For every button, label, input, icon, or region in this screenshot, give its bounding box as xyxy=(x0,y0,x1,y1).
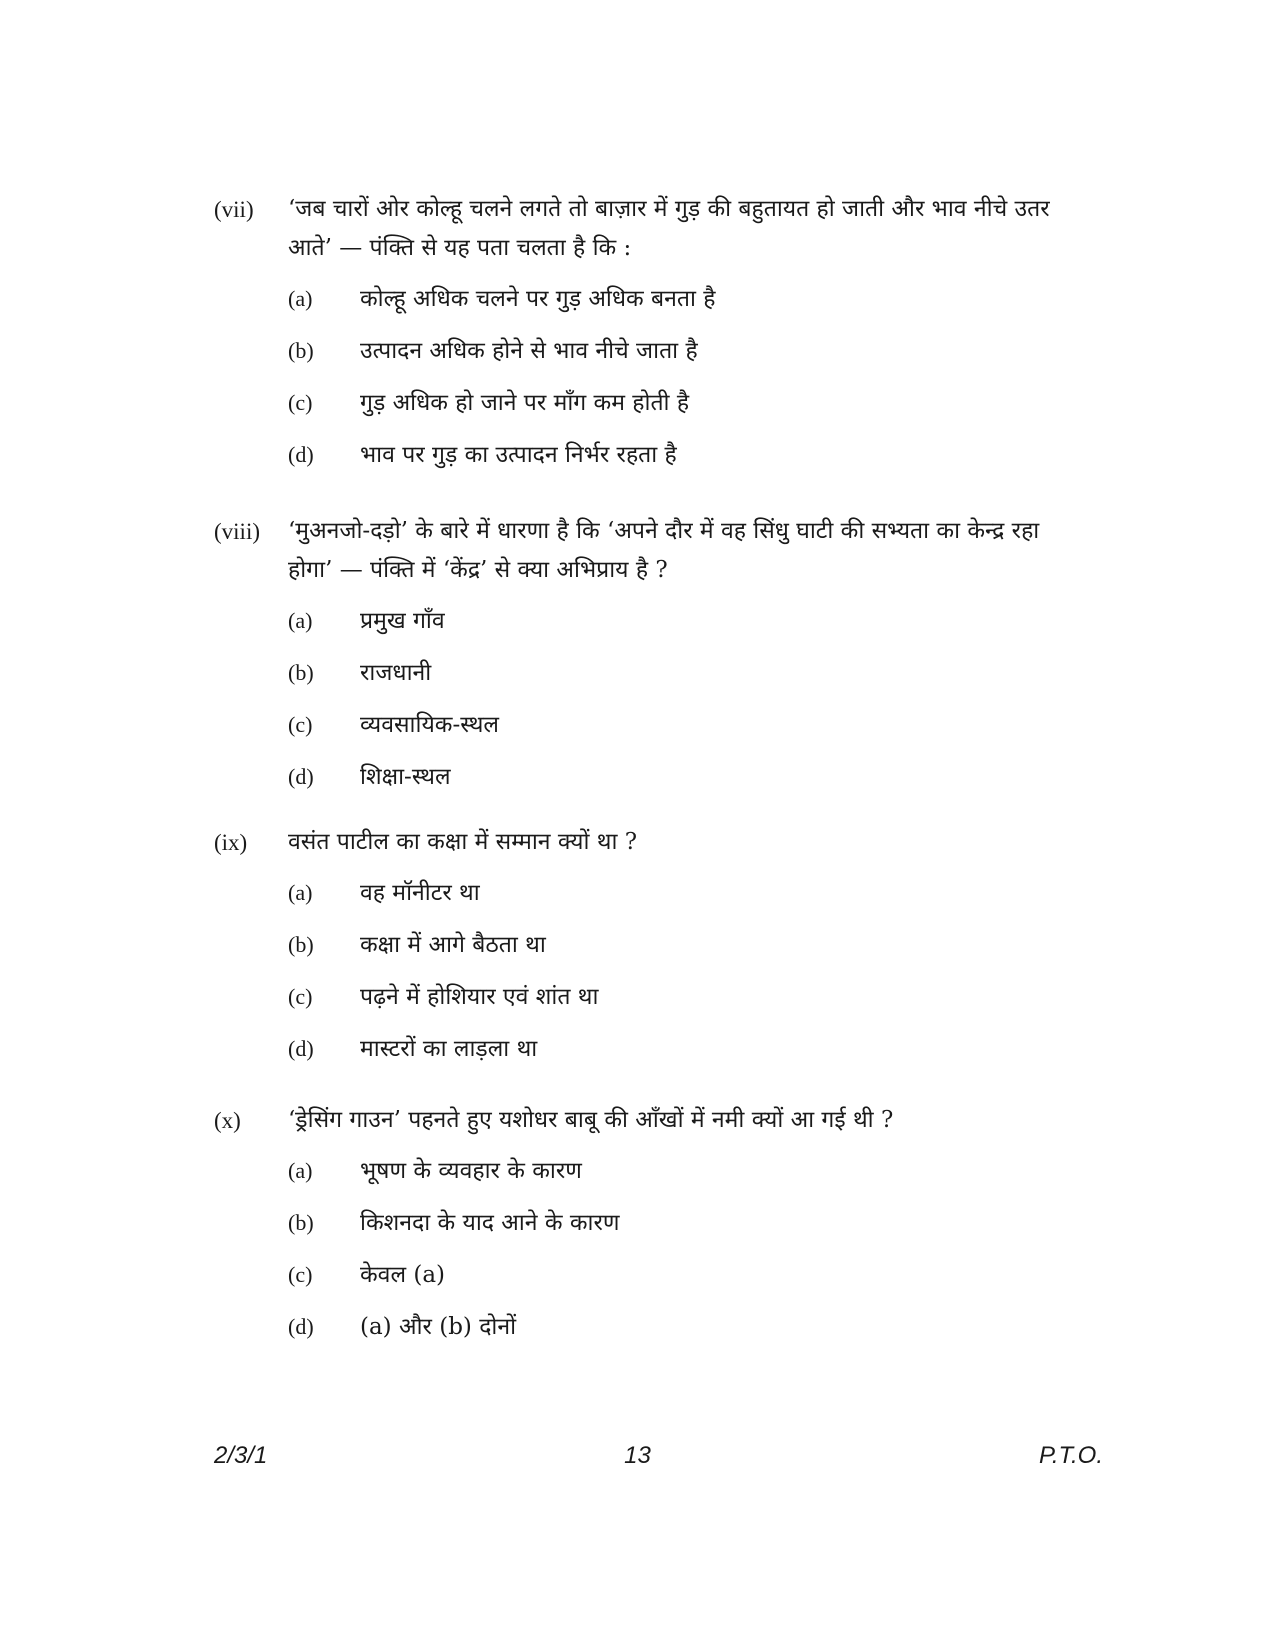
option-a xyxy=(288,1154,1074,1206)
option-text: कक्षा में आगे बैठता था xyxy=(360,932,546,958)
option-text: राजधानी xyxy=(360,660,432,686)
question-text: ‘मुअनजो-दड़ो’ के बारे में धारणा है कि ‘अपने दौर में वह सिंधु घाटी की सभ्यता का केन्द्र रहा होगा’ — पंक्ति में ‘केंद्र’ से क्या अभिप्राय है ? xyxy=(288,518,1040,583)
option-text: किशनदा के याद आने के कारण xyxy=(360,1210,620,1236)
option-b xyxy=(288,928,1074,980)
option-text: भूषण के व्यवहार के कारण xyxy=(360,1158,582,1184)
question-number: (ix) xyxy=(214,830,248,855)
page-number: 13 xyxy=(624,1442,651,1469)
option-c xyxy=(288,386,1074,438)
option-text: शिक्षा-स्थल xyxy=(360,764,451,790)
option-label: (d) xyxy=(288,764,314,789)
option-label: (b) xyxy=(288,932,314,957)
question-viii xyxy=(214,512,1074,812)
paper-code: 2/3/1 xyxy=(214,1442,268,1469)
option-c xyxy=(288,980,1074,1032)
options-list xyxy=(288,876,1074,1084)
option-text: प्रमुख गाँव xyxy=(360,608,445,634)
option-b xyxy=(288,334,1074,386)
options-list xyxy=(288,282,1074,490)
option-label: (b) xyxy=(288,1210,314,1235)
pto-label: P.T.O. xyxy=(1038,1442,1103,1469)
option-label: (a) xyxy=(288,608,313,633)
option-label: (c) xyxy=(288,390,313,415)
option-c xyxy=(288,708,1074,760)
option-label: (b) xyxy=(288,338,314,363)
option-c xyxy=(288,1258,1074,1310)
question-x xyxy=(214,1101,1074,1362)
option-text: वह मॉनीटर था xyxy=(360,880,480,906)
option-label: (d) xyxy=(288,442,314,467)
option-a xyxy=(288,876,1074,928)
question-number: (x) xyxy=(214,1108,241,1133)
option-label: (c) xyxy=(288,984,313,1009)
option-text: (a) और (b) दोनों xyxy=(360,1314,517,1340)
question-vii xyxy=(214,190,1074,490)
option-b xyxy=(288,1206,1074,1258)
question-text: वसंत पाटील का कक्षा में सम्मान क्यों था ? xyxy=(288,829,638,855)
option-d xyxy=(288,1032,1074,1084)
option-label: (d) xyxy=(288,1036,314,1061)
page-footer xyxy=(0,1442,1275,1472)
option-d xyxy=(288,438,1074,490)
option-label: (a) xyxy=(288,286,313,311)
option-text: गुड़ अधिक हो जाने पर माँग कम होती है xyxy=(360,390,690,416)
option-label: (a) xyxy=(288,1158,313,1183)
option-text: भाव पर गुड़ का उत्पादन निर्भर रहता है xyxy=(360,442,677,468)
option-d xyxy=(288,760,1074,812)
option-text: व्यवसायिक-स्थल xyxy=(360,712,500,738)
option-label: (b) xyxy=(288,660,314,685)
option-a xyxy=(288,604,1074,656)
option-label: (c) xyxy=(288,1262,313,1287)
option-a xyxy=(288,282,1074,334)
option-b xyxy=(288,656,1074,708)
option-text: उत्पादन अधिक होने से भाव नीचे जाता है xyxy=(360,338,698,364)
options-list xyxy=(288,604,1074,812)
question-number: (vii) xyxy=(214,197,254,222)
option-text: पढ़ने में होशियार एवं शांत था xyxy=(360,984,599,1010)
question-text: ‘ड्रेसिंग गाउन’ पहनते हुए यशोधर बाबू की आँखों में नमी क्यों आ गई थी ? xyxy=(288,1107,894,1133)
question-number: (viii) xyxy=(214,519,260,544)
option-text: कोल्हू अधिक चलने पर गुड़ अधिक बनता है xyxy=(360,286,716,312)
option-label: (d) xyxy=(288,1314,314,1339)
option-label: (a) xyxy=(288,880,313,905)
options-list xyxy=(288,1154,1074,1362)
question-ix xyxy=(214,823,1074,1084)
question-text: ‘जब चारों ओर कोल्हू चलने लगते तो बाज़ार में गुड़ की बहुतायत हो जाती और भाव नीचे उतर आते’ — पंक्ति से यह पता चलता है कि : xyxy=(288,196,1050,261)
option-label: (c) xyxy=(288,712,313,737)
option-text: मास्टरों का लाड़ला था xyxy=(360,1036,538,1062)
option-text: केवल (a) xyxy=(360,1262,446,1288)
option-d xyxy=(288,1310,1074,1362)
